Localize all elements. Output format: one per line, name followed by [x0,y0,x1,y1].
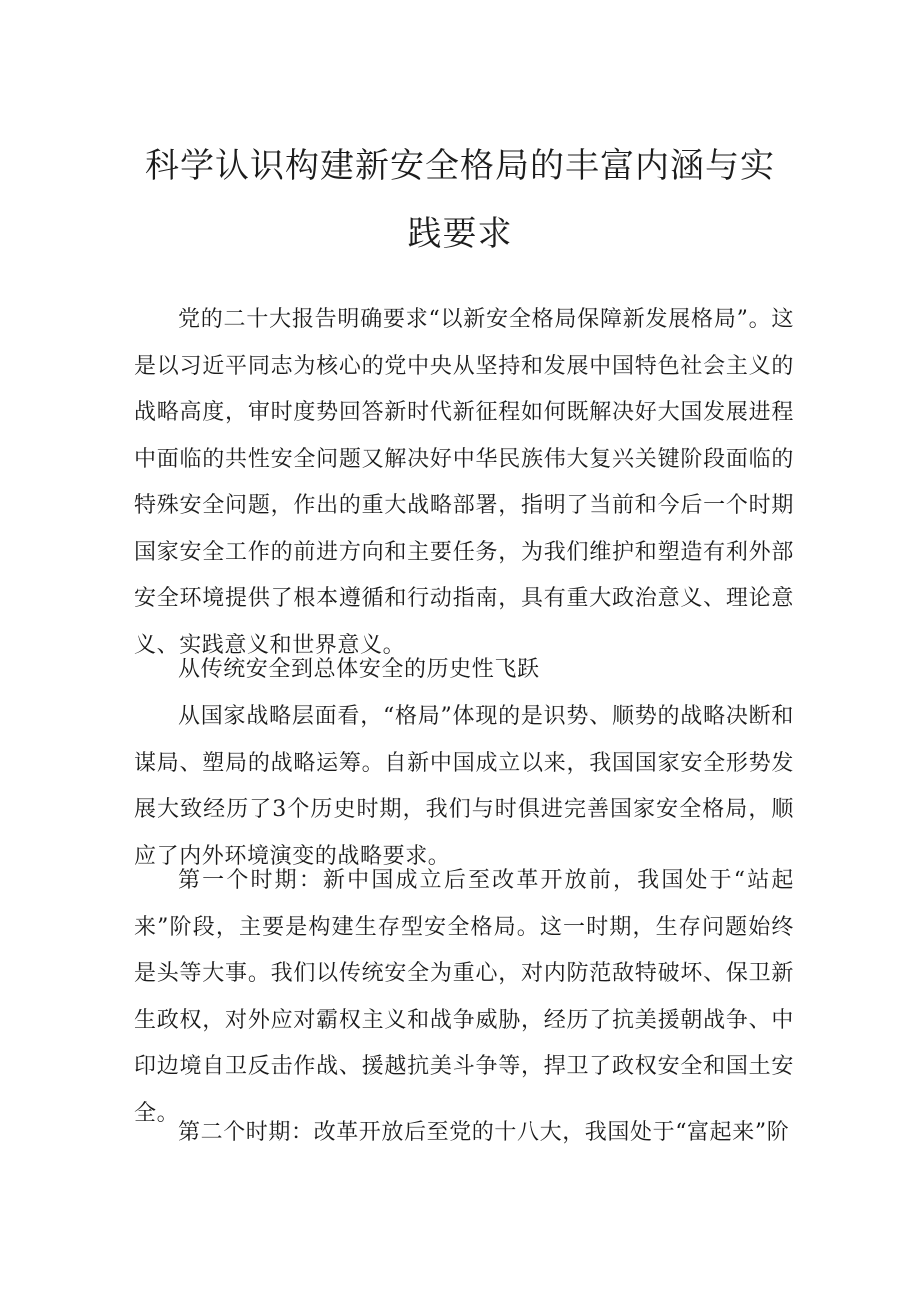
document-title-line-2: 践要求 [407,214,513,254]
document-title-line-1: 科学认识构建新安全格局的丰富内涵与实 [145,146,775,186]
paragraph-strategy: 从国家战略层面看，“格局”体现的是识势、顺势的战略决断和谋局、塑局的战略运筹。自新中国成立以来，我国国家安全形势发展大致经历了3个历史时期，我们与时俱进完善国家安全格局，顺应了内外环境演变的战略要求。 [134,704,794,869]
paragraph-first-period: 第一个时期：新中国成立后至改革开放前，我国处于“站起来”阶段，主要是构建生存型安全格局。这一时期，生存问题始终是头等大事。我们以传统安全为重心，对内防范敌特破坏、保卫新生政权，对外应对霸权主义和战争威胁，经历了抗美援朝战争、中印边境自卫反击作战、援越抗美斗争等，捍卫了政权安全和国土安全。 [134,868,794,1126]
paragraph-intro: 党的二十大报告明确要求“以新安全格局保障新发展格局”。这是以习近平同志为核心的党中央从坚持和发展中国特色社会主义的战略高度，审时度势回答新时代新征程如何既解决好大国发展进程中面临的共性安全问题又解决好中华民族伟大复兴关键阶段面临的特殊安全问题，作出的重大战略部署，指明了当前和今后一个时期国家安全工作的前进方向和主要任务，为我们维护和塑造有利外部安全环境提供了根本遵循和行动指南，具有重大政治意义、理论意义、实践意义和世界意义。 [134,307,794,658]
paragraph-second-period: 第二个时期：改革开放后至党的十八大，我国处于“富起来”阶 [178,1120,790,1145]
section-heading: 从传统安全到总体安全的历史性飞跃 [178,657,540,682]
